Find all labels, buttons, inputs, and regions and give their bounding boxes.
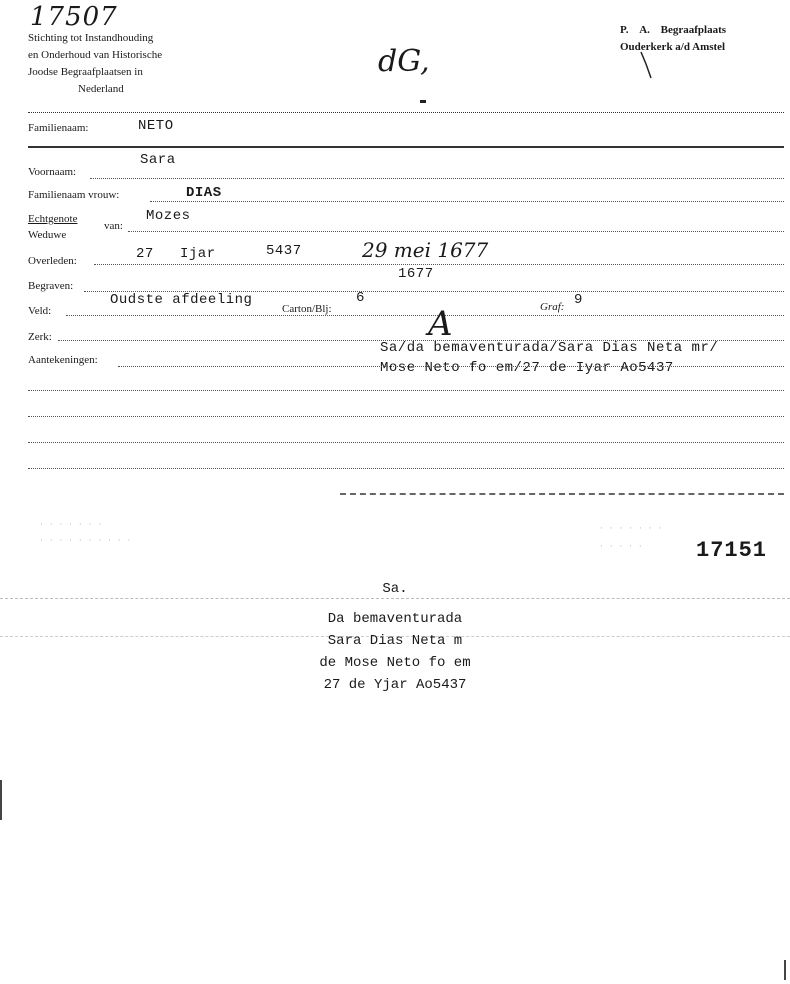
org-line: Nederland [78, 83, 124, 95]
faint-text: · · · · · · · [600, 524, 664, 534]
faint-text: · · · · · · · · · · [40, 536, 133, 546]
voornaam-label: Voornaam: [28, 166, 77, 178]
overleden-year: 5437 [266, 243, 302, 259]
pen-stroke [638, 50, 658, 80]
note-line [28, 390, 784, 391]
scan-edge-mark [784, 960, 786, 980]
small-dash [420, 100, 426, 103]
cemetery-location: Ouderkerk a/d Amstel [620, 41, 726, 53]
inscription-line: de Mose Neto fo em [319, 655, 471, 671]
familienaam-vrouw-label: Familienaam vrouw: [28, 189, 120, 201]
organization-block [28, 30, 162, 98]
echtgenote-value: Mozes [146, 208, 191, 224]
carton-label: Carton/Blj: [282, 303, 332, 315]
veld-value: Oudste afdeeling [110, 292, 253, 308]
graf-value: 9 [574, 292, 583, 308]
weduwe-label: Weduwe [28, 229, 67, 241]
overleden-month: Ijar [180, 246, 216, 262]
scan-edge-mark [0, 780, 2, 820]
overleden-label: Overleden: [28, 255, 77, 267]
zerk-hand-letter: A [428, 304, 453, 344]
divider-rule [28, 146, 784, 148]
echtgenote-line [128, 231, 784, 232]
aantekeningen-line-1: Sa/da bemaventurada/Sara Dias Neta mr/ [380, 340, 719, 356]
overleden-line [94, 264, 784, 265]
familienaam-vrouw-line [150, 201, 784, 202]
zerk-label: Zerk: [28, 331, 52, 343]
voornaam-value: Sara [140, 152, 176, 168]
org-line: Joodse Begraafplaatsen in [28, 66, 143, 78]
org-line: Stichting tot Instandhouding [28, 32, 154, 44]
card-bottom-edge [340, 493, 784, 495]
aantekeningen-line-2: Mose Neto fo em/27 de Iyar Ao5437 [380, 360, 674, 376]
cemetery-name: Begraafplaats [660, 24, 727, 36]
voornaam-line [90, 178, 784, 179]
note-line [28, 442, 784, 443]
card-number: 17151 [696, 538, 768, 563]
inscription-line: 27 de Yjar Ao5437 [323, 677, 467, 693]
inscription [0, 578, 790, 696]
cemetery-prefix: P. [620, 24, 629, 36]
overleden-hand-date: 29 mei 1677 [362, 238, 489, 262]
archive-number: 17507 [30, 2, 118, 32]
veld-label: Veld: [28, 305, 52, 317]
cemetery-letter: A. [639, 24, 650, 36]
top-rule [28, 112, 784, 113]
inscription-line: Sara Dias Neta m [327, 633, 463, 649]
cemetery-block [620, 22, 726, 56]
inscription-line: Sa. [382, 581, 408, 597]
echtgenote-label: Echtgenote [28, 213, 78, 225]
aantekeningen-line [118, 366, 784, 367]
inscription-line: Da bemaventurada [327, 611, 463, 627]
familienaam-value: NETO [138, 118, 174, 134]
carton-value: 6 [356, 290, 365, 306]
graf-label: Graf: [540, 301, 565, 313]
handwritten-mark: dG, [378, 44, 430, 79]
note-line [28, 468, 784, 469]
begraven-label: Begraven: [28, 280, 74, 292]
veld-line [66, 315, 784, 316]
familienaam-label: Familienaam: [28, 122, 89, 134]
aantekeningen-label: Aantekeningen: [28, 354, 98, 366]
note-line [28, 416, 784, 417]
faint-text: · · · · · [600, 542, 644, 552]
faint-text: · · · · · · · [40, 520, 104, 530]
overleden-day: 27 [136, 246, 154, 262]
van-label: van: [104, 220, 123, 232]
org-line: en Onderhoud van Historische [28, 49, 163, 61]
familienaam-vrouw-value: DIAS [186, 185, 222, 201]
overleden-year-civil: 1677 [398, 266, 434, 282]
